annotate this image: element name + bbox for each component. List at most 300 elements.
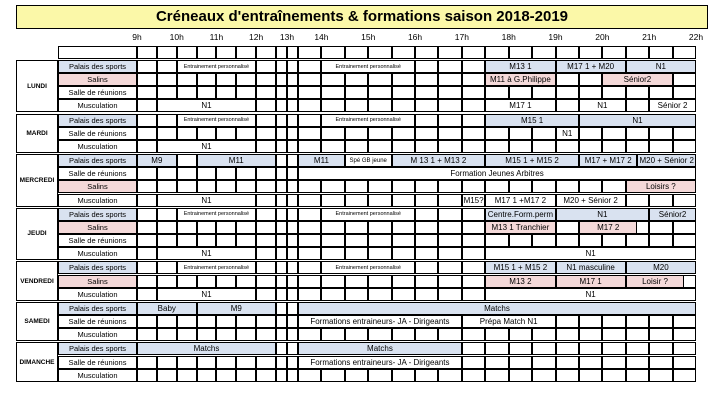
event-block[interactable]: Entrainement personnalisé [321, 114, 415, 127]
time-slot-cell[interactable] [177, 328, 197, 341]
time-slot-cell[interactable] [137, 247, 157, 260]
time-slot-cell[interactable] [177, 275, 197, 288]
time-slot-cell[interactable] [626, 194, 649, 207]
time-slot-cell[interactable] [485, 127, 508, 140]
time-slot-cell[interactable] [556, 234, 579, 247]
time-slot-cell[interactable] [368, 234, 391, 247]
time-slot-cell[interactable] [137, 73, 157, 86]
time-slot-cell[interactable] [462, 127, 485, 140]
time-slot-cell[interactable] [345, 127, 368, 140]
time-slot-cell[interactable] [298, 73, 321, 86]
time-slot-cell[interactable] [532, 46, 555, 59]
time-slot-cell[interactable] [345, 180, 368, 193]
event-block[interactable]: M13 2 [485, 275, 555, 288]
time-slot-cell[interactable] [626, 369, 649, 382]
time-slot-cell[interactable] [392, 46, 415, 59]
event-block[interactable]: Entrainement personnalisé [177, 261, 256, 274]
time-slot-cell[interactable] [556, 46, 579, 59]
time-slot-cell[interactable] [137, 46, 157, 59]
time-slot-cell[interactable] [532, 328, 555, 341]
time-slot-cell[interactable] [298, 114, 321, 127]
time-slot-cell[interactable] [673, 328, 696, 341]
time-slot-cell[interactable] [579, 234, 602, 247]
time-slot-cell[interactable] [345, 194, 368, 207]
time-slot-cell[interactable] [256, 99, 276, 112]
time-slot-cell[interactable] [462, 261, 485, 274]
time-slot-cell[interactable] [216, 180, 236, 193]
time-slot-cell[interactable] [236, 356, 256, 369]
time-slot-cell[interactable] [287, 208, 298, 221]
time-slot-cell[interactable] [462, 46, 485, 59]
time-slot-cell[interactable] [579, 342, 602, 355]
time-slot-cell[interactable] [137, 60, 157, 73]
time-slot-cell[interactable] [602, 315, 625, 328]
time-slot-cell[interactable] [216, 356, 236, 369]
event-block[interactable]: Centre.Form.perm [485, 208, 555, 221]
time-slot-cell[interactable] [345, 140, 368, 153]
time-slot-cell[interactable] [197, 369, 217, 382]
time-slot-cell[interactable] [157, 328, 177, 341]
time-slot-cell[interactable] [462, 288, 485, 301]
event-block[interactable]: Formations entraineurs- JA - Dirigeants [298, 315, 462, 328]
time-slot-cell[interactable] [392, 328, 415, 341]
time-slot-cell[interactable] [137, 180, 157, 193]
time-slot-cell[interactable] [649, 328, 672, 341]
time-slot-cell[interactable] [321, 247, 344, 260]
event-block[interactable]: N1 masculine [556, 261, 626, 274]
time-slot-cell[interactable] [256, 180, 276, 193]
time-slot-cell[interactable] [509, 127, 532, 140]
time-slot-cell[interactable] [276, 60, 287, 73]
time-slot-cell[interactable] [298, 261, 321, 274]
time-slot-cell[interactable] [287, 328, 298, 341]
time-slot-cell[interactable] [556, 99, 579, 112]
event-block[interactable]: M15 1 + M15 2 [485, 154, 579, 167]
time-slot-cell[interactable] [287, 247, 298, 260]
time-slot-cell[interactable] [579, 356, 602, 369]
time-slot-cell[interactable] [276, 154, 287, 167]
time-slot-cell[interactable] [368, 194, 391, 207]
time-slot-cell[interactable] [626, 328, 649, 341]
time-slot-cell[interactable] [345, 86, 368, 99]
time-slot-cell[interactable] [579, 86, 602, 99]
time-slot-cell[interactable] [287, 342, 298, 355]
time-slot-cell[interactable] [438, 247, 461, 260]
time-slot-cell[interactable] [415, 234, 438, 247]
time-slot-cell[interactable] [673, 221, 696, 234]
time-slot-cell[interactable] [509, 46, 532, 59]
time-slot-cell[interactable] [287, 221, 298, 234]
time-slot-cell[interactable] [137, 275, 157, 288]
time-slot-cell[interactable] [256, 60, 276, 73]
time-slot-cell[interactable] [392, 288, 415, 301]
time-slot-cell[interactable] [509, 328, 532, 341]
time-slot-cell[interactable] [137, 288, 157, 301]
time-slot-cell[interactable] [438, 73, 461, 86]
time-slot-cell[interactable] [157, 180, 177, 193]
event-block[interactable]: N1 [579, 99, 626, 112]
time-slot-cell[interactable] [321, 127, 344, 140]
time-slot-cell[interactable] [287, 288, 298, 301]
time-slot-cell[interactable] [298, 99, 321, 112]
time-slot-cell[interactable] [368, 73, 391, 86]
time-slot-cell[interactable] [438, 99, 461, 112]
event-block[interactable]: M11 [298, 154, 345, 167]
time-slot-cell[interactable] [368, 247, 391, 260]
time-slot-cell[interactable] [602, 234, 625, 247]
time-slot-cell[interactable] [256, 315, 276, 328]
time-slot-cell[interactable] [556, 369, 579, 382]
time-slot-cell[interactable] [415, 208, 438, 221]
event-block[interactable]: N1 [157, 140, 256, 153]
time-slot-cell[interactable] [177, 154, 197, 167]
time-slot-cell[interactable] [438, 288, 461, 301]
time-slot-cell[interactable] [626, 315, 649, 328]
time-slot-cell[interactable] [197, 315, 217, 328]
time-slot-cell[interactable] [415, 127, 438, 140]
time-slot-cell[interactable] [392, 99, 415, 112]
time-slot-cell[interactable] [236, 86, 256, 99]
event-block[interactable]: M17 + M17 2 [579, 154, 638, 167]
event-block[interactable]: M17 1 + M20 [556, 60, 626, 73]
event-block[interactable]: M20 + Sénior 2 [556, 194, 626, 207]
time-slot-cell[interactable] [157, 356, 177, 369]
time-slot-cell[interactable] [236, 369, 256, 382]
time-slot-cell[interactable] [256, 208, 276, 221]
time-slot-cell[interactable] [673, 234, 696, 247]
time-slot-cell[interactable] [287, 140, 298, 153]
time-slot-cell[interactable] [137, 369, 157, 382]
time-slot-cell[interactable] [216, 73, 236, 86]
time-slot-cell[interactable] [345, 288, 368, 301]
time-slot-cell[interactable] [157, 208, 177, 221]
time-slot-cell[interactable] [321, 288, 344, 301]
time-slot-cell[interactable] [579, 140, 602, 153]
time-slot-cell[interactable] [462, 86, 485, 99]
time-slot-cell[interactable] [276, 114, 287, 127]
time-slot-cell[interactable] [462, 247, 485, 260]
time-slot-cell[interactable] [298, 369, 321, 382]
time-slot-cell[interactable] [438, 127, 461, 140]
time-slot-cell[interactable] [579, 369, 602, 382]
time-slot-cell[interactable] [177, 315, 197, 328]
time-slot-cell[interactable] [298, 60, 321, 73]
time-slot-cell[interactable] [177, 73, 197, 86]
time-slot-cell[interactable] [256, 194, 276, 207]
time-slot-cell[interactable] [392, 275, 415, 288]
time-slot-cell[interactable] [276, 46, 287, 59]
time-slot-cell[interactable] [298, 328, 321, 341]
time-slot-cell[interactable] [298, 140, 321, 153]
time-slot-cell[interactable] [485, 86, 508, 99]
time-slot-cell[interactable] [157, 46, 177, 59]
time-slot-cell[interactable] [177, 86, 197, 99]
time-slot-cell[interactable] [649, 140, 672, 153]
time-slot-cell[interactable] [287, 180, 298, 193]
time-slot-cell[interactable] [368, 140, 391, 153]
time-slot-cell[interactable] [438, 86, 461, 99]
event-block[interactable]: M11 [197, 154, 276, 167]
time-slot-cell[interactable] [298, 221, 321, 234]
time-slot-cell[interactable] [415, 247, 438, 260]
time-slot-cell[interactable] [157, 60, 177, 73]
event-block[interactable]: M20 [626, 261, 696, 274]
time-slot-cell[interactable] [157, 234, 177, 247]
event-block[interactable]: M20 + Sénior 2 [637, 154, 696, 167]
time-slot-cell[interactable] [485, 356, 508, 369]
time-slot-cell[interactable] [673, 369, 696, 382]
time-slot-cell[interactable] [256, 114, 276, 127]
time-slot-cell[interactable] [649, 342, 672, 355]
event-block[interactable]: N1 [485, 247, 696, 260]
time-slot-cell[interactable] [438, 369, 461, 382]
time-slot-cell[interactable] [438, 261, 461, 274]
time-slot-cell[interactable] [216, 369, 236, 382]
time-slot-cell[interactable] [256, 86, 276, 99]
time-slot-cell[interactable] [137, 194, 157, 207]
time-slot-cell[interactable] [298, 234, 321, 247]
time-slot-cell[interactable] [298, 86, 321, 99]
time-slot-cell[interactable] [415, 73, 438, 86]
time-slot-cell[interactable] [438, 208, 461, 221]
time-slot-cell[interactable] [415, 194, 438, 207]
time-slot-cell[interactable] [276, 356, 287, 369]
time-slot-cell[interactable] [137, 127, 157, 140]
time-slot-cell[interactable] [157, 315, 177, 328]
time-slot-cell[interactable] [287, 167, 298, 180]
time-slot-cell[interactable] [298, 288, 321, 301]
time-slot-cell[interactable] [287, 275, 298, 288]
time-slot-cell[interactable] [177, 127, 197, 140]
time-slot-cell[interactable] [462, 221, 485, 234]
time-slot-cell[interactable] [276, 167, 287, 180]
time-slot-cell[interactable] [462, 234, 485, 247]
time-slot-cell[interactable] [485, 140, 508, 153]
time-slot-cell[interactable] [438, 60, 461, 73]
time-slot-cell[interactable] [157, 261, 177, 274]
time-slot-cell[interactable] [392, 369, 415, 382]
time-slot-cell[interactable] [532, 356, 555, 369]
time-slot-cell[interactable] [415, 328, 438, 341]
time-slot-cell[interactable] [649, 127, 672, 140]
time-slot-cell[interactable] [157, 167, 177, 180]
time-slot-cell[interactable] [216, 234, 236, 247]
time-slot-cell[interactable] [368, 328, 391, 341]
time-slot-cell[interactable] [287, 99, 298, 112]
event-block[interactable]: Sénior2 [602, 73, 672, 86]
event-block[interactable]: N1 [157, 288, 256, 301]
time-slot-cell[interactable] [626, 140, 649, 153]
time-slot-cell[interactable] [462, 73, 485, 86]
time-slot-cell[interactable] [321, 46, 344, 59]
time-slot-cell[interactable] [556, 140, 579, 153]
time-slot-cell[interactable] [626, 356, 649, 369]
time-slot-cell[interactable] [579, 180, 602, 193]
time-slot-cell[interactable] [276, 180, 287, 193]
time-slot-cell[interactable] [368, 86, 391, 99]
time-slot-cell[interactable] [415, 140, 438, 153]
time-slot-cell[interactable] [276, 328, 287, 341]
time-slot-cell[interactable] [256, 369, 276, 382]
time-slot-cell[interactable] [177, 356, 197, 369]
time-slot-cell[interactable] [368, 46, 391, 59]
time-slot-cell[interactable] [256, 140, 276, 153]
time-slot-cell[interactable] [462, 328, 485, 341]
time-slot-cell[interactable] [415, 180, 438, 193]
time-slot-cell[interactable] [287, 302, 298, 315]
time-slot-cell[interactable] [287, 73, 298, 86]
time-slot-cell[interactable] [256, 127, 276, 140]
event-block[interactable]: M15 1 + M15 2 [485, 261, 555, 274]
time-slot-cell[interactable] [392, 234, 415, 247]
time-slot-cell[interactable] [462, 99, 485, 112]
time-slot-cell[interactable] [256, 234, 276, 247]
time-slot-cell[interactable] [177, 369, 197, 382]
time-slot-cell[interactable] [438, 194, 461, 207]
time-slot-cell[interactable] [368, 127, 391, 140]
event-block[interactable]: Entrainement personnalisé [321, 208, 415, 221]
time-slot-cell[interactable] [345, 221, 368, 234]
time-slot-cell[interactable] [462, 369, 485, 382]
time-slot-cell[interactable] [579, 73, 602, 86]
time-slot-cell[interactable] [462, 208, 485, 221]
time-slot-cell[interactable] [276, 221, 287, 234]
time-slot-cell[interactable] [157, 86, 177, 99]
time-slot-cell[interactable] [509, 140, 532, 153]
time-slot-cell[interactable] [485, 234, 508, 247]
time-slot-cell[interactable] [415, 99, 438, 112]
time-slot-cell[interactable] [509, 342, 532, 355]
time-slot-cell[interactable] [321, 73, 344, 86]
time-slot-cell[interactable] [287, 234, 298, 247]
time-slot-cell[interactable] [287, 114, 298, 127]
time-slot-cell[interactable] [216, 221, 236, 234]
time-slot-cell[interactable] [649, 46, 672, 59]
time-slot-cell[interactable] [438, 234, 461, 247]
time-slot-cell[interactable] [216, 127, 236, 140]
time-slot-cell[interactable] [216, 315, 236, 328]
time-slot-cell[interactable] [256, 221, 276, 234]
time-slot-cell[interactable] [438, 46, 461, 59]
time-slot-cell[interactable] [345, 275, 368, 288]
time-slot-cell[interactable] [177, 221, 197, 234]
time-slot-cell[interactable] [392, 180, 415, 193]
time-slot-cell[interactable] [345, 247, 368, 260]
time-slot-cell[interactable] [556, 221, 579, 234]
time-slot-cell[interactable] [236, 180, 256, 193]
time-slot-cell[interactable] [415, 46, 438, 59]
time-slot-cell[interactable] [415, 86, 438, 99]
event-block[interactable]: M15? [462, 194, 485, 207]
event-block[interactable]: N1 [157, 99, 256, 112]
time-slot-cell[interactable] [137, 356, 157, 369]
event-block[interactable]: Sénior 2 [649, 99, 696, 112]
time-slot-cell[interactable] [177, 167, 197, 180]
time-slot-cell[interactable] [197, 328, 217, 341]
time-slot-cell[interactable] [532, 180, 555, 193]
time-slot-cell[interactable] [216, 167, 236, 180]
time-slot-cell[interactable] [276, 73, 287, 86]
time-slot-cell[interactable] [462, 356, 485, 369]
time-slot-cell[interactable] [602, 180, 625, 193]
time-slot-cell[interactable] [415, 275, 438, 288]
time-slot-cell[interactable] [532, 86, 555, 99]
time-slot-cell[interactable] [276, 194, 287, 207]
time-slot-cell[interactable] [137, 208, 157, 221]
time-slot-cell[interactable] [485, 369, 508, 382]
event-block[interactable]: M13 1 [485, 60, 555, 73]
time-slot-cell[interactable] [157, 275, 177, 288]
time-slot-cell[interactable] [157, 127, 177, 140]
time-slot-cell[interactable] [137, 315, 157, 328]
time-slot-cell[interactable] [462, 342, 485, 355]
time-slot-cell[interactable] [626, 86, 649, 99]
event-block[interactable]: N1 [157, 194, 256, 207]
time-slot-cell[interactable] [368, 221, 391, 234]
event-block[interactable]: M13 1 Tranchier [485, 221, 555, 234]
time-slot-cell[interactable] [462, 180, 485, 193]
time-slot-cell[interactable] [298, 180, 321, 193]
time-slot-cell[interactable] [256, 247, 276, 260]
time-slot-cell[interactable] [673, 356, 696, 369]
time-slot-cell[interactable] [298, 194, 321, 207]
time-slot-cell[interactable] [532, 234, 555, 247]
event-block[interactable]: N1 [556, 208, 650, 221]
event-block[interactable]: M 13 1 + M13 2 [392, 154, 486, 167]
time-slot-cell[interactable] [137, 261, 157, 274]
time-slot-cell[interactable] [602, 369, 625, 382]
time-slot-cell[interactable] [345, 369, 368, 382]
time-slot-cell[interactable] [673, 140, 696, 153]
time-slot-cell[interactable] [392, 73, 415, 86]
time-slot-cell[interactable] [276, 208, 287, 221]
time-slot-cell[interactable] [177, 46, 197, 59]
time-slot-cell[interactable] [276, 140, 287, 153]
time-slot-cell[interactable] [197, 234, 217, 247]
time-slot-cell[interactable] [392, 194, 415, 207]
time-slot-cell[interactable] [276, 99, 287, 112]
time-slot-cell[interactable] [345, 46, 368, 59]
event-block[interactable]: M15 1 [485, 114, 579, 127]
event-block[interactable]: Entrainement personnalisé [177, 208, 256, 221]
time-slot-cell[interactable] [276, 302, 287, 315]
time-slot-cell[interactable] [345, 328, 368, 341]
time-slot-cell[interactable] [216, 86, 236, 99]
time-slot-cell[interactable] [236, 221, 256, 234]
time-slot-cell[interactable] [532, 369, 555, 382]
time-slot-cell[interactable] [287, 315, 298, 328]
time-slot-cell[interactable] [462, 60, 485, 73]
time-slot-cell[interactable] [368, 288, 391, 301]
time-slot-cell[interactable] [438, 221, 461, 234]
time-slot-cell[interactable] [197, 356, 217, 369]
time-slot-cell[interactable] [485, 46, 508, 59]
time-slot-cell[interactable] [236, 275, 256, 288]
time-slot-cell[interactable] [602, 86, 625, 99]
time-slot-cell[interactable] [438, 114, 461, 127]
time-slot-cell[interactable] [236, 46, 256, 59]
time-slot-cell[interactable] [276, 86, 287, 99]
time-slot-cell[interactable] [321, 140, 344, 153]
time-slot-cell[interactable] [298, 46, 321, 59]
time-slot-cell[interactable] [509, 234, 532, 247]
time-slot-cell[interactable] [602, 46, 625, 59]
time-slot-cell[interactable] [321, 234, 344, 247]
event-block[interactable]: Matchs [137, 342, 276, 355]
time-slot-cell[interactable] [556, 315, 579, 328]
time-slot-cell[interactable] [321, 86, 344, 99]
time-slot-cell[interactable] [415, 114, 438, 127]
